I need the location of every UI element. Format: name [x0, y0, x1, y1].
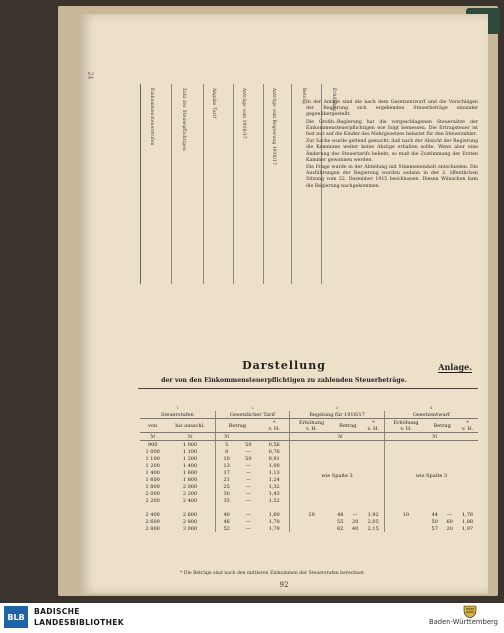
- cell-von: [140, 504, 165, 511]
- cell-pf: —: [245, 469, 251, 476]
- subheader-pct: [363, 419, 385, 433]
- erh-label: Erhöhung: [393, 419, 419, 426]
- cell-bis: 1 600: [165, 469, 215, 476]
- anlage-label: Anlage.: [438, 362, 472, 372]
- subheader-erhoehung: [384, 419, 427, 433]
- cell-von: 1 100: [145, 455, 160, 462]
- state-name: Baden-Württemberg: [428, 618, 498, 626]
- table-title: Darstellung: [242, 359, 326, 372]
- pct-label: v. H.: [461, 425, 474, 432]
- column-number: 2: [251, 405, 254, 410]
- cell-pf: —: [245, 448, 251, 455]
- cell-betrag: 8: [225, 448, 229, 455]
- cell-betrag: 40: [223, 511, 230, 518]
- star-mark: *: [272, 419, 276, 426]
- cell-von: 900: [147, 441, 158, 448]
- rotated-header: Anträge vom 1916/17: [241, 88, 246, 139]
- tax-table: [140, 404, 478, 532]
- unit-cell: ℳ: [215, 433, 238, 441]
- cell-betrag: 48: [337, 511, 344, 518]
- cell-bis: 2 000: [165, 483, 215, 490]
- unit-cell: ℳ: [333, 433, 348, 441]
- cell-von: 1 000: [145, 448, 160, 455]
- rotated-header: Zahl der Steuerpflichtigen: [181, 88, 186, 151]
- cell-pf: 40: [352, 525, 359, 532]
- paragraph-line: Zur Sache wurde geltend gemacht, daß nach der Absicht der Regierung die Kommune weiter keine Abzüge erhalten sollte. Wenn aber eine Änderung des Steuertarifs beliebt, so muß die Zustimmung der Ersten Kammer gewonnen werden.: [306, 139, 478, 163]
- cell-erhoehung: [290, 525, 333, 532]
- rotated-col-divider: [263, 84, 264, 284]
- subheader-pct: [259, 419, 290, 433]
- rotated-header: Abgabe Tarif: [211, 88, 216, 119]
- table-body: [140, 441, 478, 533]
- rotated-col-divider: [291, 84, 292, 284]
- cell-pf: —: [245, 476, 251, 483]
- cell-pct: 1,97: [461, 525, 474, 532]
- subheader-betrag: Betrag: [333, 419, 363, 433]
- cell-betrag: 46: [223, 518, 230, 525]
- cell-von: 2 800: [145, 525, 160, 532]
- cell-pf: 20: [446, 525, 453, 532]
- cell-betrag: 52: [223, 525, 230, 532]
- book-page: [80, 14, 488, 594]
- cell-pct: 1,76: [461, 511, 474, 518]
- cell-pct: 0,91: [259, 455, 290, 462]
- subheader-betrag: Betrag: [427, 419, 457, 433]
- subheader-von: von: [140, 419, 165, 433]
- rotated-header: Anträge vom Regierung 1916/17: [271, 88, 276, 166]
- top-rule: [138, 388, 478, 389]
- pct-label: v. H.: [268, 425, 280, 432]
- unit-cell: ℳ: [427, 433, 442, 441]
- cell-bis: 2 800: [165, 518, 215, 525]
- subheader-bis: bis ausschl.: [165, 419, 215, 433]
- rotated-col-divider: [233, 84, 234, 284]
- cell-pct: 1,32: [259, 483, 290, 490]
- rotated-col-divider: [171, 84, 172, 284]
- pct-label: v. H.: [305, 425, 318, 432]
- cell-erhoehung: 10: [402, 511, 410, 518]
- page-number: 92: [279, 581, 289, 589]
- star-mark: *: [466, 419, 469, 426]
- cell-pct: 1,88: [461, 518, 474, 525]
- cell-erhoehung: [384, 525, 427, 532]
- cell-pct: 2,05: [363, 518, 385, 525]
- cell-von: 2 200: [145, 497, 160, 504]
- header-tarif: Gesetzlicher Tarif: [215, 411, 290, 419]
- cell-betrag: 50: [431, 518, 438, 525]
- subheader-betrag: Betrag: [215, 419, 259, 433]
- cell-pf: —: [245, 518, 251, 525]
- cell-erhoehung: [290, 518, 333, 525]
- cell-betrag: 57: [431, 525, 438, 532]
- table-row: [140, 525, 478, 532]
- cell-betrag: 5: [225, 441, 229, 448]
- subheader-erhoehung: [290, 419, 333, 433]
- cell-pct: 1,24: [259, 476, 290, 483]
- cell-bis: 1 400: [165, 462, 215, 469]
- rotated-header: Einkommensteuerstufen: [149, 88, 154, 146]
- table-row: [140, 518, 478, 525]
- institution-line2: LANDESBIBLIOTHEK: [34, 618, 124, 627]
- cell-betrag: 25: [223, 483, 230, 490]
- cell-bis: 1 100: [165, 448, 215, 455]
- cell-pf: 50: [245, 455, 252, 462]
- pct-label: v. H.: [367, 425, 379, 432]
- erh-label: Erhöhung: [299, 419, 325, 426]
- cell-von: 2 600: [145, 518, 160, 525]
- cell-von: 1 800: [145, 483, 160, 490]
- cell-von: 1 400: [145, 469, 160, 476]
- column-number: 4: [429, 405, 433, 410]
- cell-pf: —: [245, 511, 251, 518]
- cell-pct: 0,56: [259, 441, 290, 449]
- blb-logo: BLB: [4, 606, 28, 628]
- cell-betrag: 55: [337, 518, 344, 525]
- cell-pct: 1,79: [259, 525, 290, 532]
- paragraph-line: Die Großh.-Regierung hat die vorgeschlagenen Steuersätze der Einkommensteuerpflichtigen wie folgt bemessen. Die Ertragsteuer ist fest nur auf die Kinder des Mehrgesetzes belastet für den Steuerzahler.: [306, 119, 478, 138]
- cell-bis: 2 200: [165, 490, 215, 497]
- cell-bis: 3 000: [165, 525, 215, 532]
- cell-betrag: 62: [337, 525, 344, 532]
- cell-pf: [238, 504, 259, 511]
- cell-betrag: 21: [223, 476, 230, 483]
- cell-von: 2 400: [145, 511, 160, 518]
- rotated-col-divider: [203, 84, 204, 284]
- cell-pct: [259, 504, 290, 511]
- cell-betrag: 35: [223, 497, 230, 504]
- cell-bis: 1 000: [165, 441, 215, 449]
- header-gesetzentwurf: Gesetzentwurf: [384, 411, 478, 419]
- footnote: * Die Beträge sind nach den mittleren Einkommen der Steuerstufen berechnet.: [180, 571, 366, 576]
- column-number: 3: [335, 405, 339, 410]
- cell-pf: 60: [446, 518, 453, 525]
- rotated-header: Betrag: [301, 88, 306, 104]
- upper-paragraph: [306, 100, 478, 191]
- wie-spalte-regierung: wie Spalte 3: [290, 441, 384, 512]
- cell-pf: —: [245, 462, 251, 469]
- cell-erhoehung: 20: [308, 511, 315, 518]
- cell-pf: —: [245, 490, 251, 497]
- cell-erhoehung: [384, 518, 427, 525]
- cell-betrag: 30: [223, 490, 230, 497]
- cell-betrag: [215, 504, 238, 511]
- pct-label: v. H.: [400, 425, 412, 432]
- coat-of-arms-icon: [462, 605, 478, 618]
- cell-pf: 50: [245, 441, 252, 448]
- unit-cell: ℳ: [165, 433, 215, 441]
- column-number: 1: [176, 405, 179, 410]
- cell-bis: 2 600: [165, 511, 215, 518]
- cell-pf: 20: [352, 518, 359, 525]
- cell-pf: —: [245, 497, 251, 504]
- rotated-header: Erhöhung: [331, 88, 336, 112]
- cell-pct: 1,92: [363, 511, 385, 518]
- cell-betrag: 13: [223, 462, 230, 469]
- table-row: [140, 511, 478, 518]
- unit-cell: ℳ: [140, 433, 165, 441]
- header-regierung: Regelung für 1916/17: [290, 411, 384, 419]
- paragraph-line: In der Anlage sind die nach dem Gesetzentwurf und die Vorschlägen der Regierung sich ergebenden Steuerbeträge einander gegenübergestellt.: [306, 100, 478, 118]
- cell-bis: 2 400: [165, 497, 215, 504]
- cell-betrag: 44: [431, 511, 438, 518]
- wie-spalte-gesetz: wie Spalte 3: [415, 473, 448, 479]
- cell-pf: —: [245, 525, 251, 532]
- institution-line1: BADISCHE: [34, 607, 80, 616]
- cell-pct: 1,60: [259, 511, 290, 518]
- cell-pct: 1,52: [259, 497, 290, 504]
- cell-pf: —: [352, 511, 358, 518]
- cell-pct: 1,13: [259, 469, 290, 476]
- cell-pct: 1,43: [259, 490, 290, 497]
- cell-pct: 1,00: [259, 462, 290, 469]
- paragraph-line: Die Frage wurde in der Abteilung mit Stimmeneinheit entschieden. Die Ausführungen der Regierung wurden sodann in der 2. öffentlichen Sitzung vom 22. Dezember 1915 beschlossen. Diesen Wünschen kam die Regierung nachgekommen.: [306, 165, 478, 189]
- cell-von: 1 200: [145, 462, 160, 469]
- cell-pf: —: [447, 511, 453, 518]
- cell-betrag: 17: [223, 469, 230, 476]
- star-mark: *: [371, 419, 375, 426]
- cell-bis: [165, 504, 215, 511]
- cell-bis: 1 800: [165, 476, 215, 483]
- header-page-number: 24: [86, 71, 94, 80]
- cell-von: 2 000: [145, 490, 160, 497]
- cell-betrag: 10: [223, 455, 230, 462]
- table-subtitle: der von den Einkommensteuerpflichtigen zu zahlenden Steuerbeträge.: [161, 377, 407, 384]
- cell-pct: 0,76: [259, 448, 290, 455]
- cell-pct: 2,15: [363, 525, 385, 532]
- table-row: [140, 441, 478, 449]
- header-steuerstufen: Steuerstufen: [140, 411, 215, 419]
- cell-bis: 1 200: [165, 455, 215, 462]
- cell-von: 1 600: [145, 476, 160, 483]
- subheader-pct: [457, 419, 478, 433]
- cell-pf: —: [245, 483, 251, 490]
- cell-pct: 1,70: [259, 518, 290, 525]
